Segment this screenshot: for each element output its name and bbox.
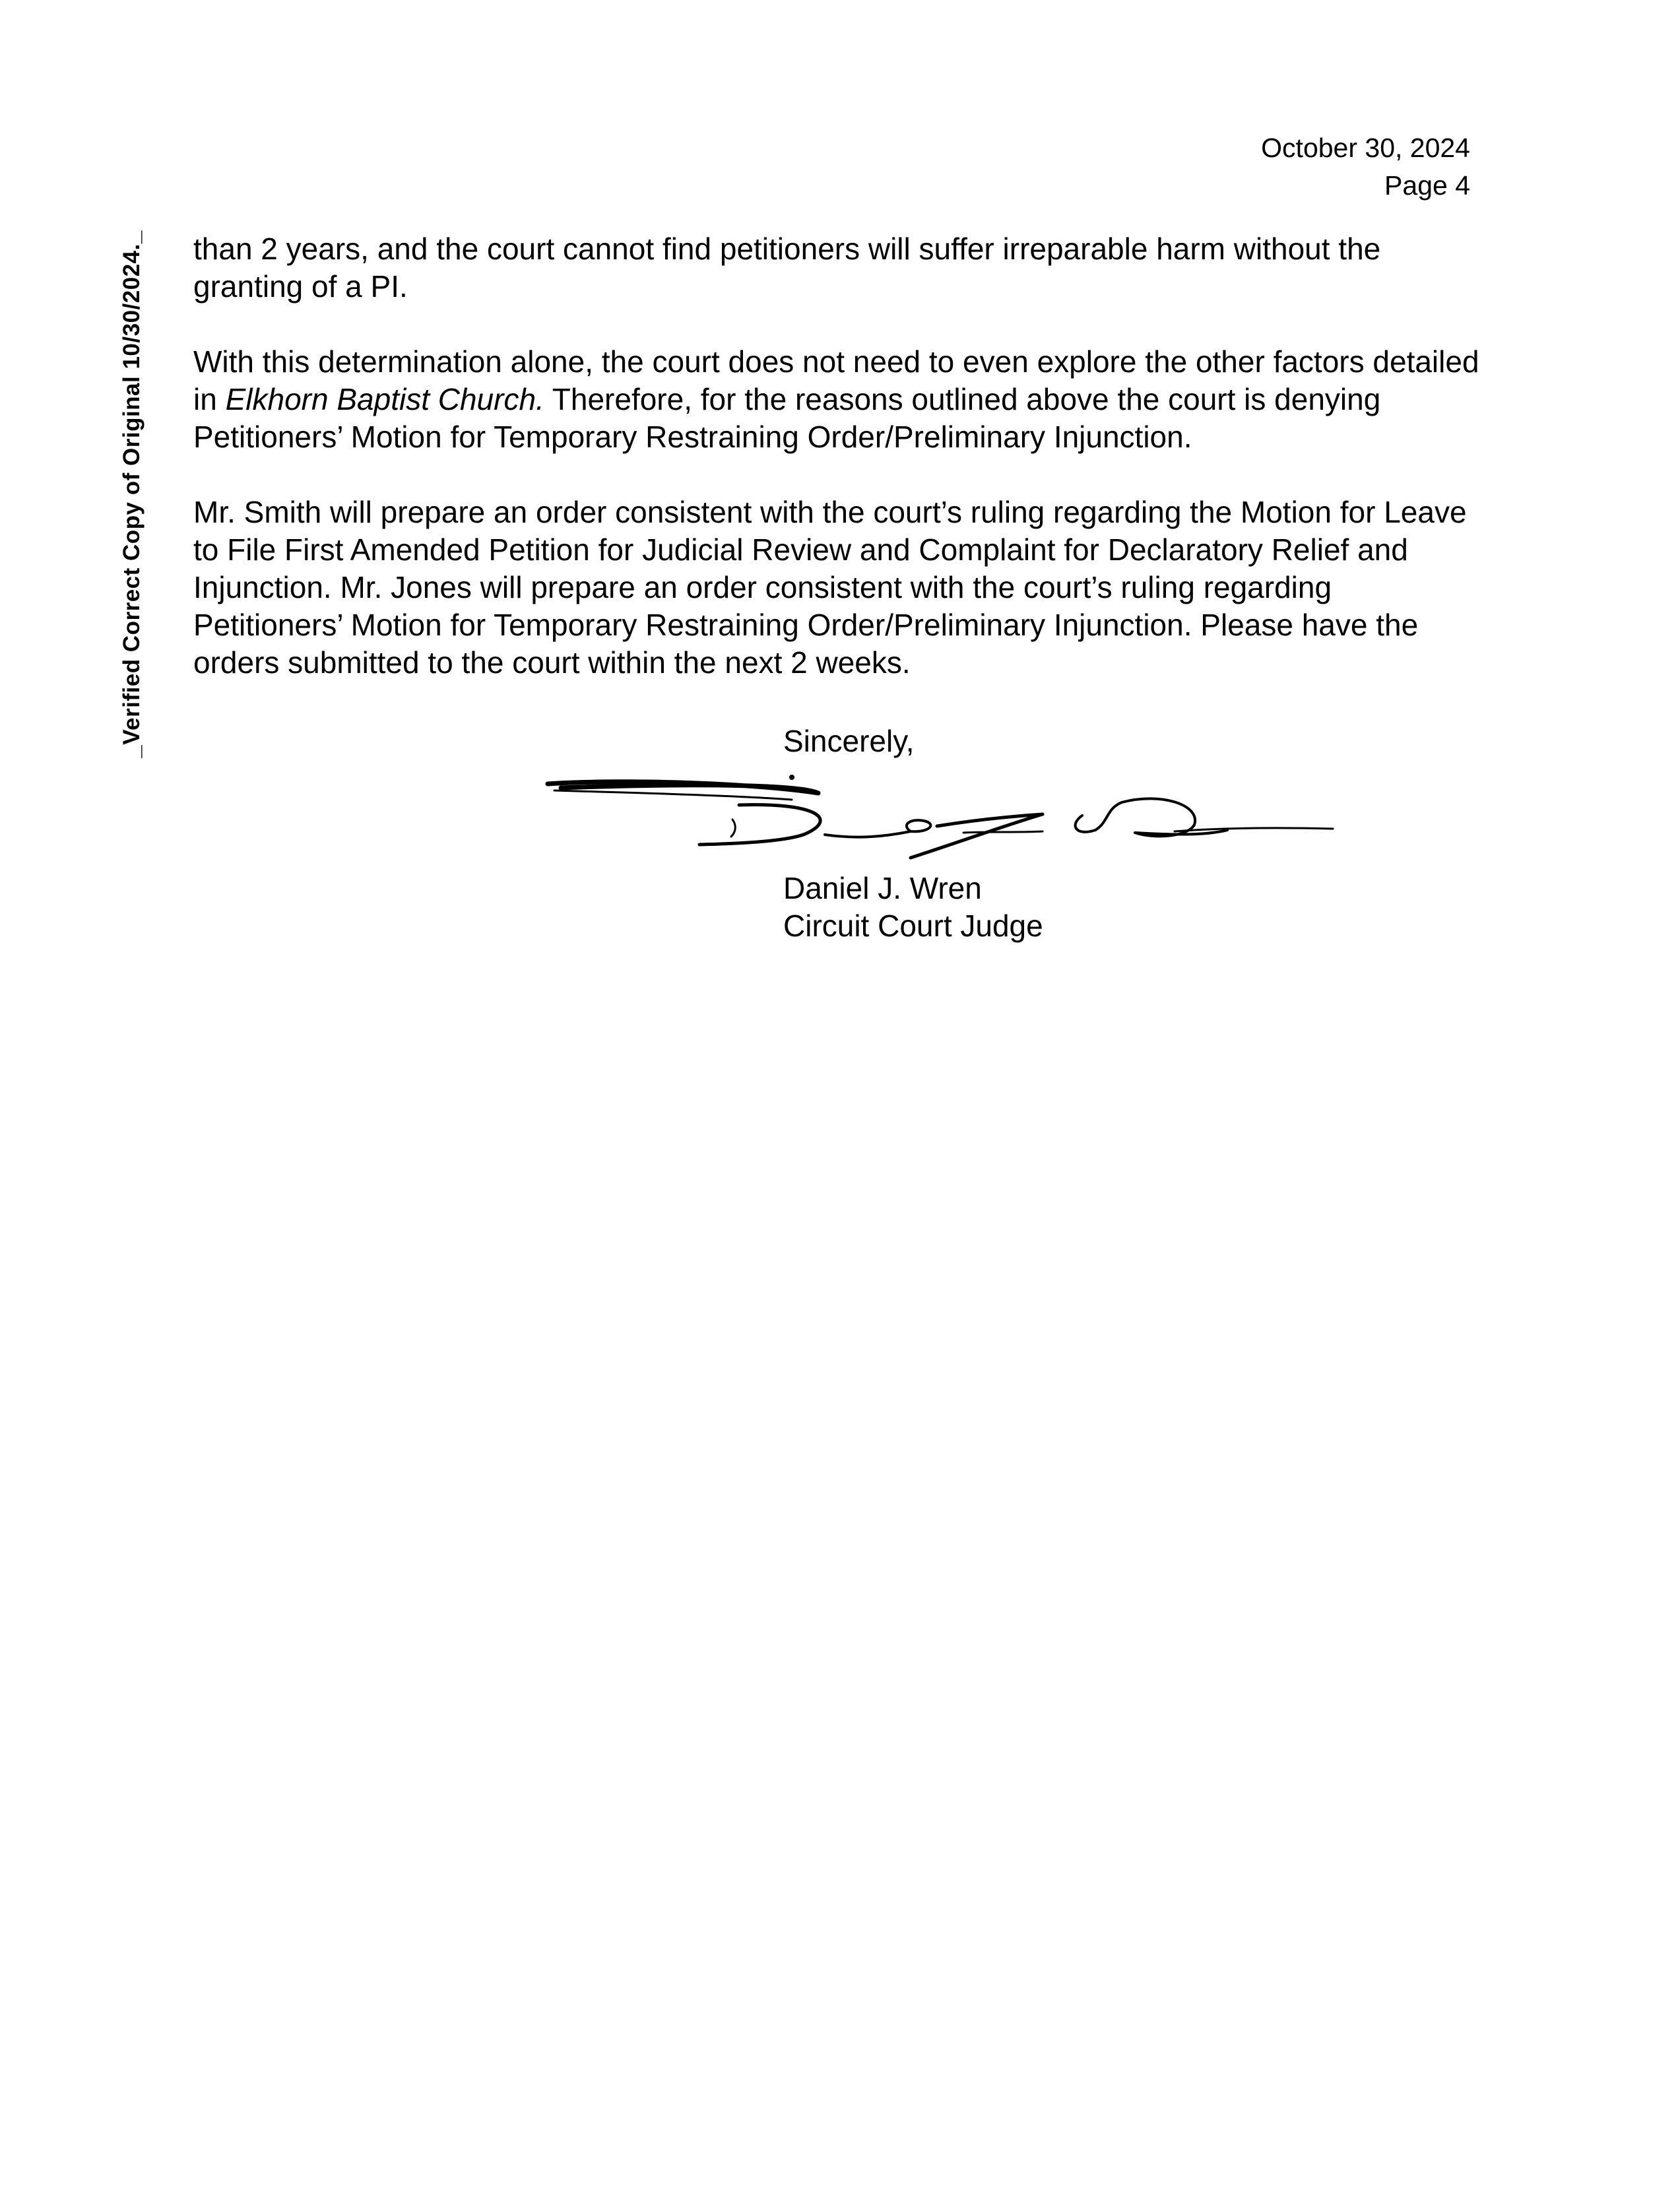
signature-block: [783, 870, 1043, 945]
paragraph-3: Mr. Smith will prepare an order consistent with the court’s ruling regarding the Motion for Leave to File First Amended Petition for Judicial Review and Complaint for Declaratory Relief and Injunction. Mr. Jones will prepare an order consistent with the court’s ruling regarding Petitioners’ Motion for Temporary Restraining Order/Preliminary Injunction. Please have the orders submitted to the court within the next 2 weeks.: [193, 495, 1467, 680]
case-name: Elkhorn Baptist Church.: [225, 382, 544, 416]
paragraph-2-tail: Therefore, for the reasons outlined above the court is denying Petitioners’ Motion for Temporary Restraining Order/Preliminary Injunction.: [193, 382, 1381, 454]
paragraph-1: than 2 years, and the court cannot find petitioners will suffer irreparable harm without the granting of a PI.: [193, 232, 1381, 304]
letter-body: [193, 230, 1487, 719]
letter-date: October 30, 2024: [1261, 133, 1470, 163]
paragraph-2-lead: With this determination alone, the court does not need to even explore the other factors detailed in: [193, 344, 1479, 416]
letter-header: [1261, 129, 1470, 205]
verification-stamp: _Verified Correct Copy of Original 10/30/2024._: [119, 230, 145, 758]
paragraph-2: [193, 343, 1487, 456]
signer-title: Circuit Court Judge: [783, 909, 1043, 943]
closing-salutation: Sincerely,: [783, 724, 915, 758]
signer-name: Daniel J. Wren: [783, 871, 982, 905]
page-number: Page 4: [1384, 170, 1470, 201]
handwritten-signature: [541, 759, 1346, 874]
